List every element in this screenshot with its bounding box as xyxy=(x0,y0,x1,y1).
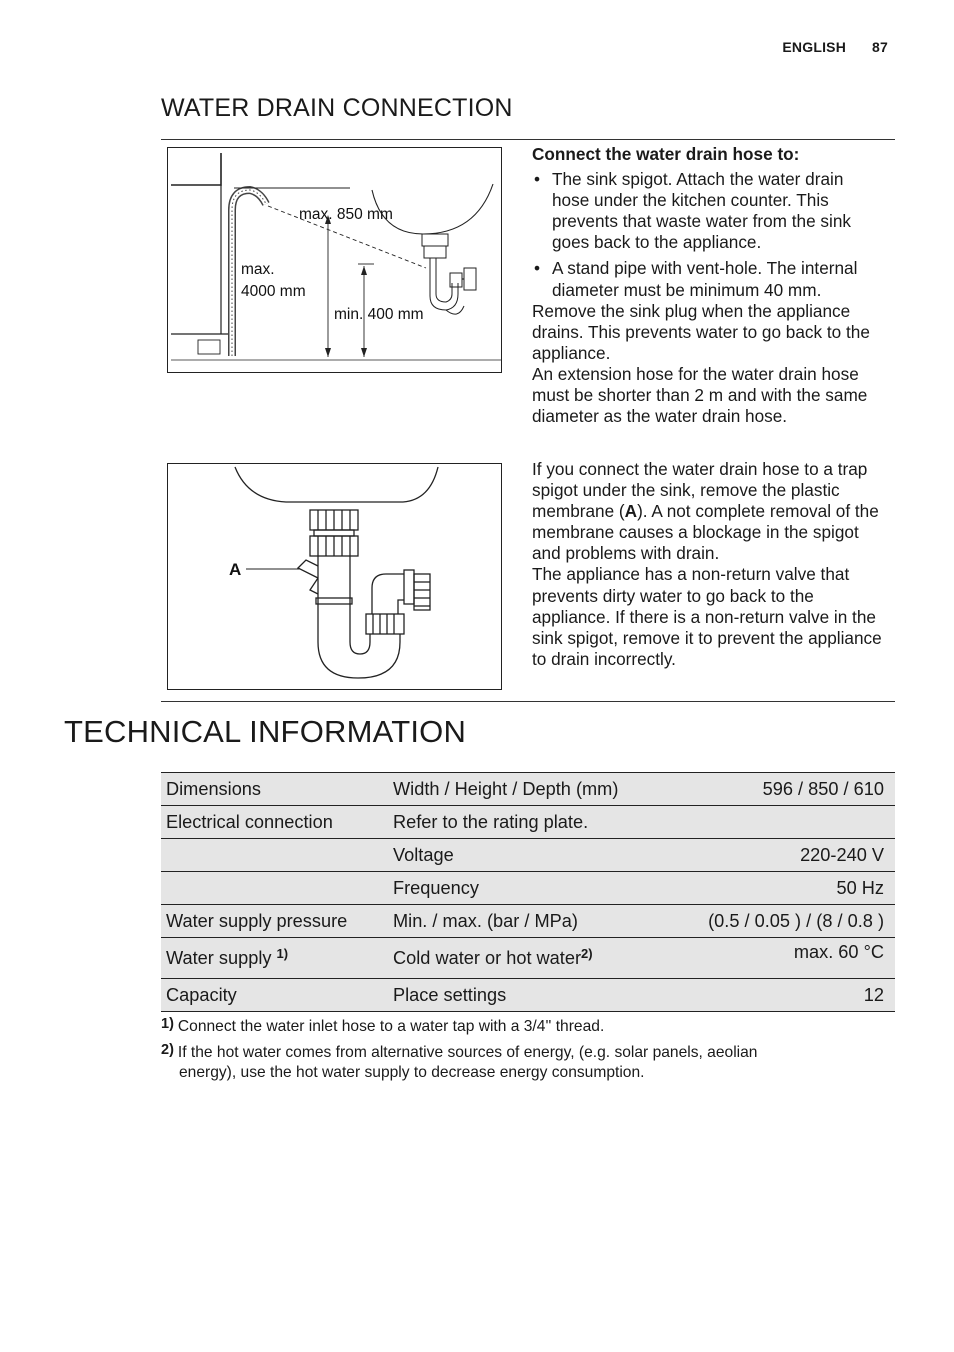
table-cell xyxy=(389,938,689,979)
table-row-capacity xyxy=(161,979,895,1012)
trap-spigot-diagram xyxy=(167,463,502,690)
trap-spigot-illustration xyxy=(168,464,501,689)
table-cell: 220-240 V xyxy=(689,839,895,872)
table-row-water-pressure xyxy=(161,905,895,938)
drain-text-block-2 xyxy=(532,459,884,670)
table-cell: Min. / max. (bar / MPa) xyxy=(389,905,689,938)
section-rule-top xyxy=(161,139,895,140)
table-cell: (0.5 / 0.05 ) / (8 / 0.8 ) xyxy=(689,905,895,938)
drain-para-trap-after: ). A not complete removal of the membrane causes a blockage in the spigot and problems with drain. xyxy=(532,501,879,564)
footnote-text: Connect the water inlet hose to a water tap with a 3/4'' thread. xyxy=(177,1018,605,1035)
footnote-ref-1: 1) xyxy=(276,945,289,961)
drain-hose-height-illustration xyxy=(168,148,501,372)
header-language: ENGLISH xyxy=(782,39,847,55)
table-cell: 596 / 850 / 610 xyxy=(689,773,895,806)
table-row-dimensions xyxy=(161,773,895,806)
label-max-850: max. 850 mm xyxy=(299,206,393,223)
footnote-ref-2: 2) xyxy=(581,945,593,961)
drain-hose-height-diagram xyxy=(167,147,502,373)
table-cell xyxy=(161,839,389,872)
table-row-voltage xyxy=(161,839,895,872)
technical-specs-table xyxy=(161,772,895,1012)
footnote-text: If the hot water comes from alternative sources of energy, (e.g. solar panels, aeolian xyxy=(177,1044,758,1061)
page-number: 87 xyxy=(872,39,888,55)
drain-text-block-1 xyxy=(532,144,884,427)
drain-para-trap-before: If you connect the water drain hose to a trap spigot under the sink, remove the plastic membrane ( xyxy=(532,459,868,522)
footnote-1 xyxy=(161,1017,861,1037)
table-cell: Frequency xyxy=(389,872,689,905)
table-cell: 12 xyxy=(689,979,895,1012)
table-cell: Voltage xyxy=(389,839,689,872)
table-row-electrical xyxy=(161,806,895,839)
section-title-technical: TECHNICAL INFORMATION xyxy=(64,714,467,749)
drain-para-non-return-valve: The appliance has a non-return valve that prevents dirty water to go back to the appliance. If there is a non-return valve in the sink spigot, remove it to prevent the appliance to drain incorrectly. xyxy=(532,564,882,669)
table-row-water-supply xyxy=(161,938,895,979)
table-row-frequency xyxy=(161,872,895,905)
drain-bullet-list xyxy=(532,169,884,301)
drain-lead: Connect the water drain hose to: xyxy=(532,144,800,164)
drain-bullet-sink-spigot: • The sink spigot. Attach the water drain hose under the kitchen counter. This prevents that waste water from the sink goes back to the appliance. xyxy=(532,169,884,253)
water-supply-label: Water supply xyxy=(166,947,272,968)
label-min-400: min. 400 mm xyxy=(334,306,424,323)
footnote-2 xyxy=(161,1043,861,1083)
water-temp-label: Cold water or hot water xyxy=(393,947,582,968)
footnote-mark: 2) xyxy=(161,1042,174,1058)
footnote-mark: 1) xyxy=(161,1016,174,1032)
label-membrane-a: A xyxy=(229,560,242,579)
drain-para-sink-plug: Remove the sink plug when the appliance drains. This prevents water to go back to the appliance. xyxy=(532,300,870,363)
footnote-text-continued: energy), use the hot water supply to decrease energy consumption. xyxy=(179,1064,645,1081)
table-cell: Water supply pressure xyxy=(161,905,389,938)
label-max-line2: 4000 mm xyxy=(241,283,306,300)
table-cell: Refer to the rating plate. xyxy=(389,806,689,839)
section-rule-bottom xyxy=(161,701,895,702)
table-cell: Dimensions xyxy=(161,773,389,806)
running-header xyxy=(782,39,888,55)
drain-bullet-stand-pipe: • A stand pipe with vent-hole. The internal diameter must be minimum 40 mm. xyxy=(532,258,884,300)
table-cell xyxy=(689,806,895,839)
drain-para-trap-spigot xyxy=(532,459,884,564)
table-cell: Capacity xyxy=(161,979,389,1012)
section-title-water-drain: WATER DRAIN CONNECTION xyxy=(161,94,513,122)
table-cell: max. 60 °C xyxy=(689,938,895,979)
drain-para-trap-bold: A xyxy=(624,501,638,522)
table-cell: 50 Hz xyxy=(689,872,895,905)
table-cell: Place settings xyxy=(389,979,689,1012)
label-max-line1: max. xyxy=(241,261,275,278)
drain-para-extension-hose: An extension hose for the water drain hose must be shorter than 2 m and with the same diameter as the water drain hose. xyxy=(532,363,868,427)
table-cell: Width / Height / Depth (mm) xyxy=(389,773,689,806)
table-cell: Electrical connection xyxy=(161,806,389,839)
table-cell xyxy=(161,872,389,905)
table-cell xyxy=(161,938,389,979)
